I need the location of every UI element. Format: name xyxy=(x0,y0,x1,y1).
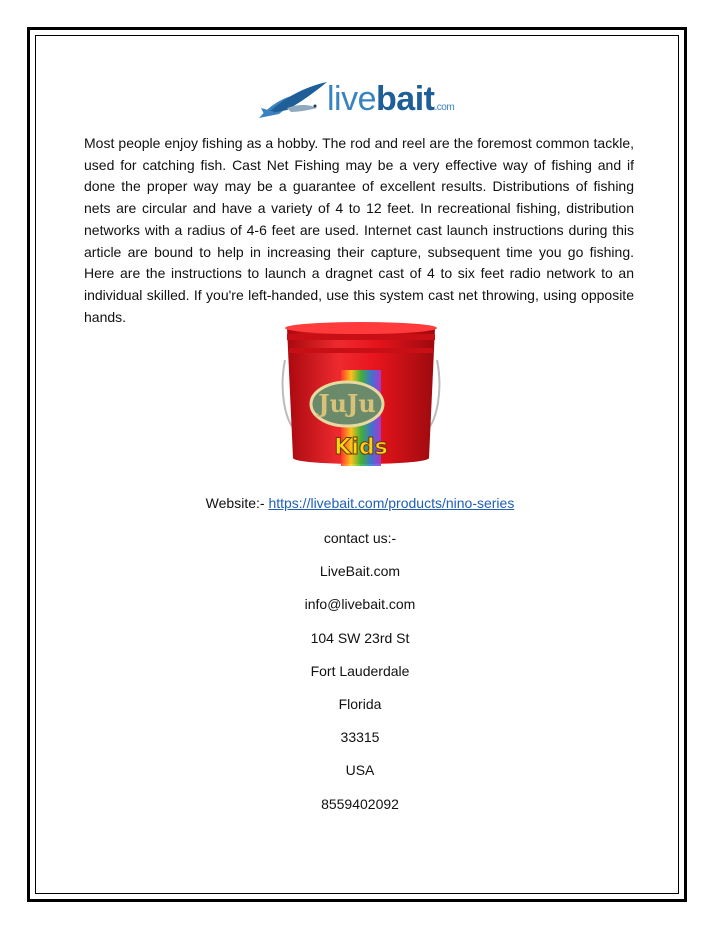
website-line xyxy=(0,495,720,511)
livebait-logo xyxy=(257,78,467,128)
website-label: Website:- xyxy=(205,495,269,511)
contact-block xyxy=(0,528,720,827)
logo-bait: bait xyxy=(376,80,435,118)
contact-city: Fort Lauderdale xyxy=(310,662,410,679)
article-paragraph: Most people enjoy fishing as a hobby. The rod and reel are the foremost common tackle, used for catching fish. Cast Net Fishing may be a very effective way of fishing and if done the proper way may be a guarantee of excellent results. Distributions of fishing nets are circular and have a variety of 4 to 12 feet. In recreational fishing, distribution networks with a radius of 4-6 feet are used. Internet cast launch instructions during this article are bound to help in increasing their capture, subsequent time you go fishing. Here are the instructions to launch a dragnet cast of 4 to six feet radio network to an individual skilled. If you're left-handed, use this system cast net throwing, using opposite hands. xyxy=(84,135,634,325)
contact-company: LiveBait.com xyxy=(319,563,401,580)
contact-heading: contact us:- xyxy=(323,530,397,546)
product-image xyxy=(277,320,445,470)
bucket-label-top: JuJu xyxy=(318,389,376,418)
website-link[interactable]: https://livebait.com/products/nino-series xyxy=(268,495,515,511)
contact-street: 104 SW 23rd St xyxy=(310,629,410,646)
bucket-label-bottom: Kids xyxy=(334,435,388,460)
contact-phone: 8559402092 xyxy=(321,795,399,812)
contact-state: Florida xyxy=(338,695,382,712)
seagull-icon xyxy=(257,78,329,122)
contact-zip: 33315 xyxy=(340,729,380,746)
contact-country: USA xyxy=(345,762,375,779)
contact-email: info@livebait.com xyxy=(304,596,416,613)
logo-wordmark xyxy=(327,80,454,119)
red-bucket-icon xyxy=(277,320,445,470)
logo-live: live xyxy=(327,80,377,118)
logo-com: .com xyxy=(434,102,455,113)
